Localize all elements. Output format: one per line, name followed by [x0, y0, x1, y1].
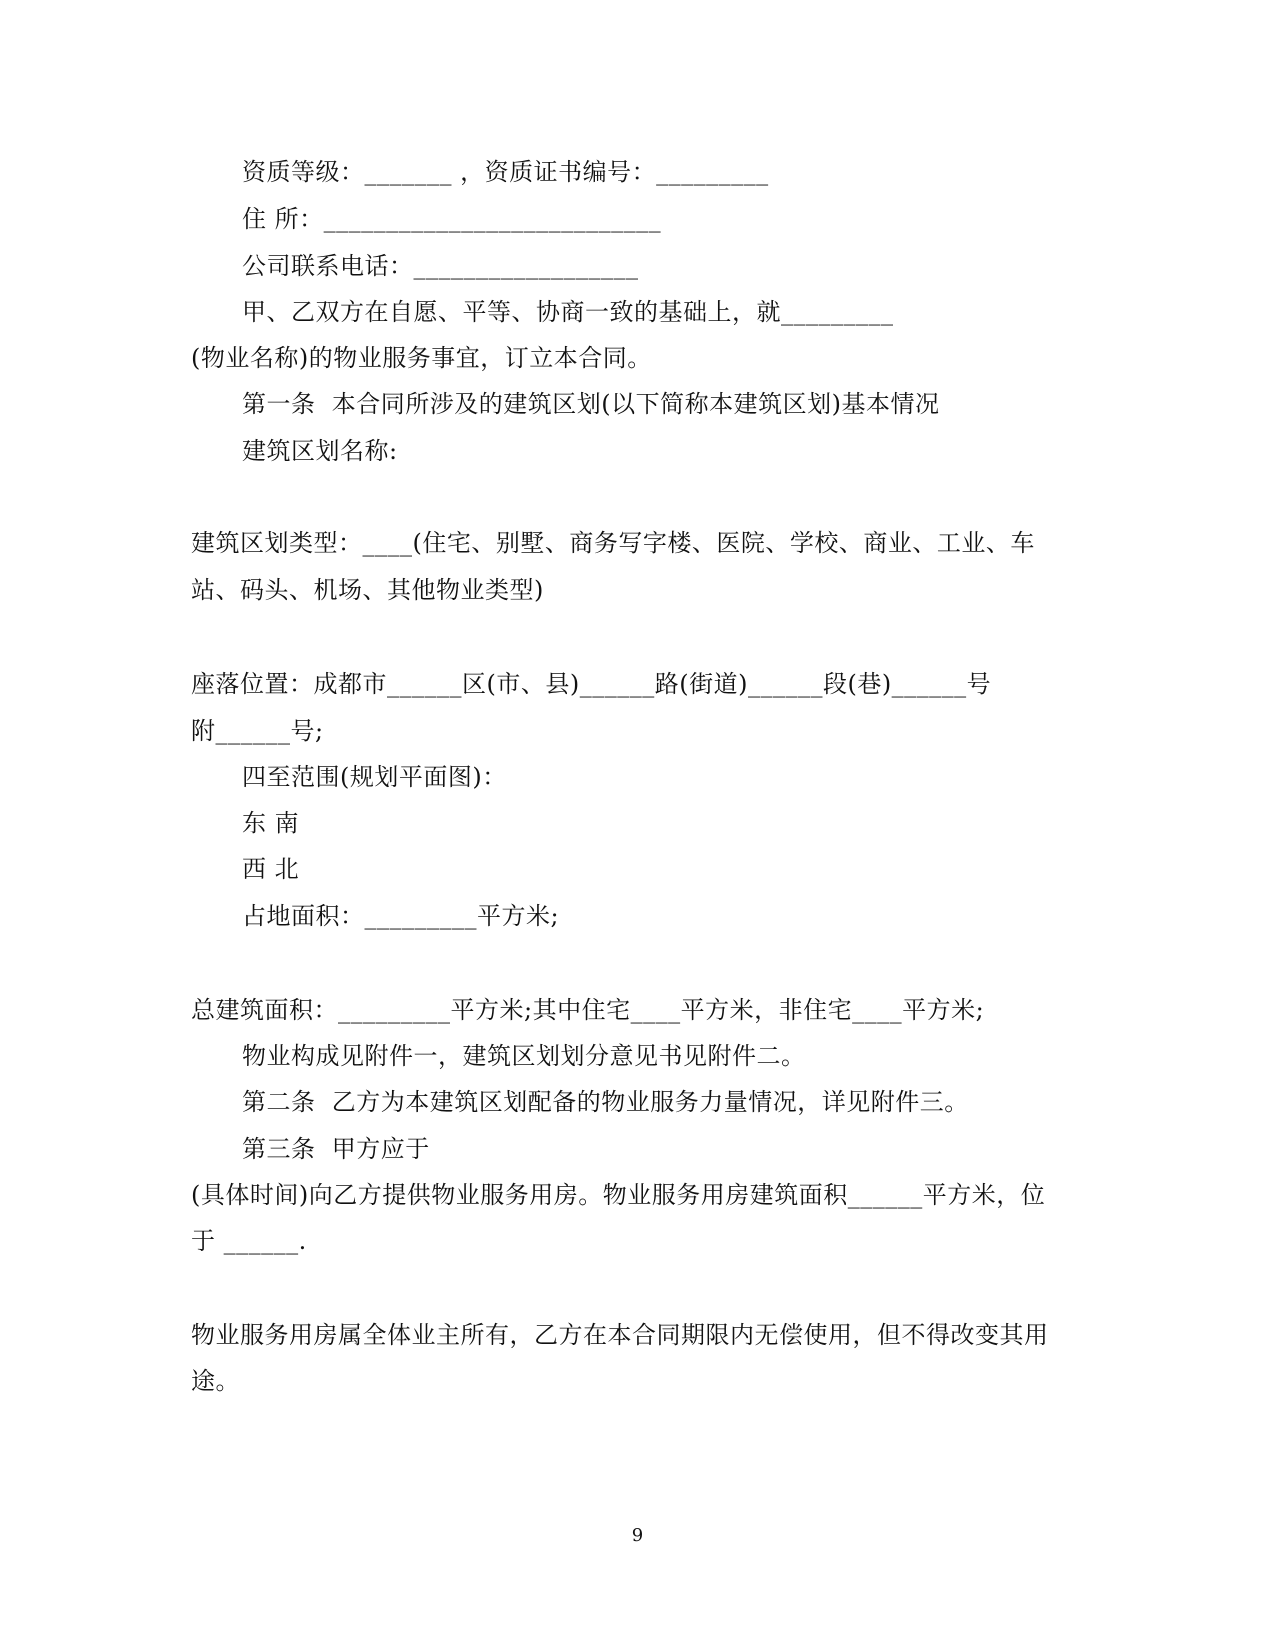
- article-1-heading: 第一条 本合同所涉及的建筑区划(以下简称本建筑区划)基本情况: [242, 390, 940, 418]
- page-number: 9: [631, 1525, 644, 1546]
- zone-type-line: 建筑区划类型：____(住宅、别墅、商务写字楼、医院、学校、商业、工业、车: [191, 529, 1035, 557]
- agreement-intro-line-cont: (物业名称)的物业服务事宜，订立本合同。: [191, 344, 652, 372]
- zone-name-line: 建筑区划名称:: [242, 437, 398, 465]
- total-area-line: 总建筑面积：_________平方米;其中住宅____平方米，非住宅____平方米;: [191, 996, 985, 1024]
- ownership-line: 物业服务用房属全体业主所有，乙方在本合同期限内无偿使用，但不得改变其用: [191, 1321, 1049, 1349]
- land-area-line: 占地面积：_________平方米;: [242, 902, 560, 930]
- location-line-cont: 附______号;: [191, 717, 324, 745]
- zone-type-line-cont: 站、码头、机场、其他物业类型): [191, 576, 544, 604]
- article-2-line: 第二条 乙方为本建筑区划配备的物业服务力量情况，详见附件三。: [242, 1088, 969, 1116]
- company-phone-line: 公司联系电话：__________________: [242, 252, 639, 280]
- article-3-line: 第三条 甲方应于: [242, 1135, 430, 1163]
- qualification-level-line: 资质等级：_______ ，资质证书编号：_________: [242, 158, 769, 186]
- boundary-east-south: 东 南: [242, 809, 300, 837]
- location-line: 座落位置：成都市______区(市、县)______路(街道)______段(巷)______号: [191, 670, 992, 698]
- ownership-line-cont: 途。: [191, 1367, 240, 1395]
- agreement-intro-line: 甲、乙双方在自愿、平等、协商一致的基础上，就_________: [242, 298, 894, 326]
- service-room-line: (具体时间)向乙方提供物业服务用房。物业服务用房建筑面积______平方米，位: [191, 1181, 1046, 1209]
- service-room-line-cont: 于 ______.: [191, 1227, 307, 1255]
- address-line: 住 所：___________________________: [242, 205, 662, 233]
- boundary-heading: 四至范围(规划平面图)：: [242, 763, 507, 791]
- boundary-west-north: 西 北: [242, 855, 300, 883]
- property-composition-line: 物业构成见附件一，建筑区划划分意见书见附件二。: [242, 1042, 806, 1070]
